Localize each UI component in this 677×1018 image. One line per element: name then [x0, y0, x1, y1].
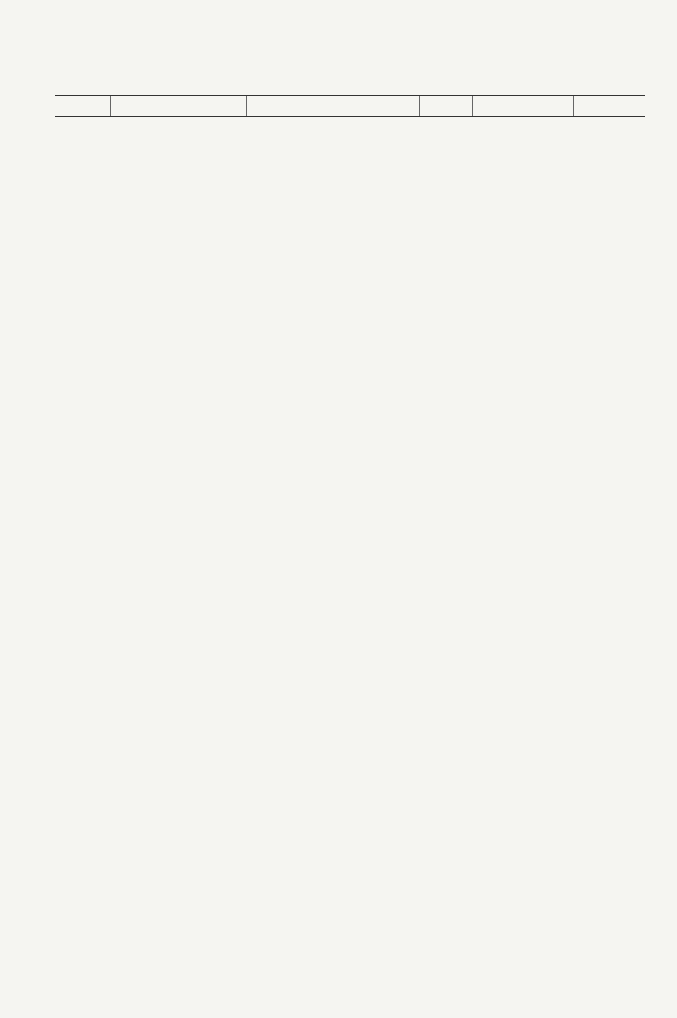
- header-spec: [473, 96, 574, 117]
- header-part-number: [111, 96, 247, 117]
- header-code: [55, 96, 111, 117]
- table-header: [55, 96, 645, 117]
- header-remark: [574, 96, 646, 117]
- header-quantity: [420, 96, 473, 117]
- parts-table: [55, 95, 645, 117]
- header-description: [247, 96, 420, 117]
